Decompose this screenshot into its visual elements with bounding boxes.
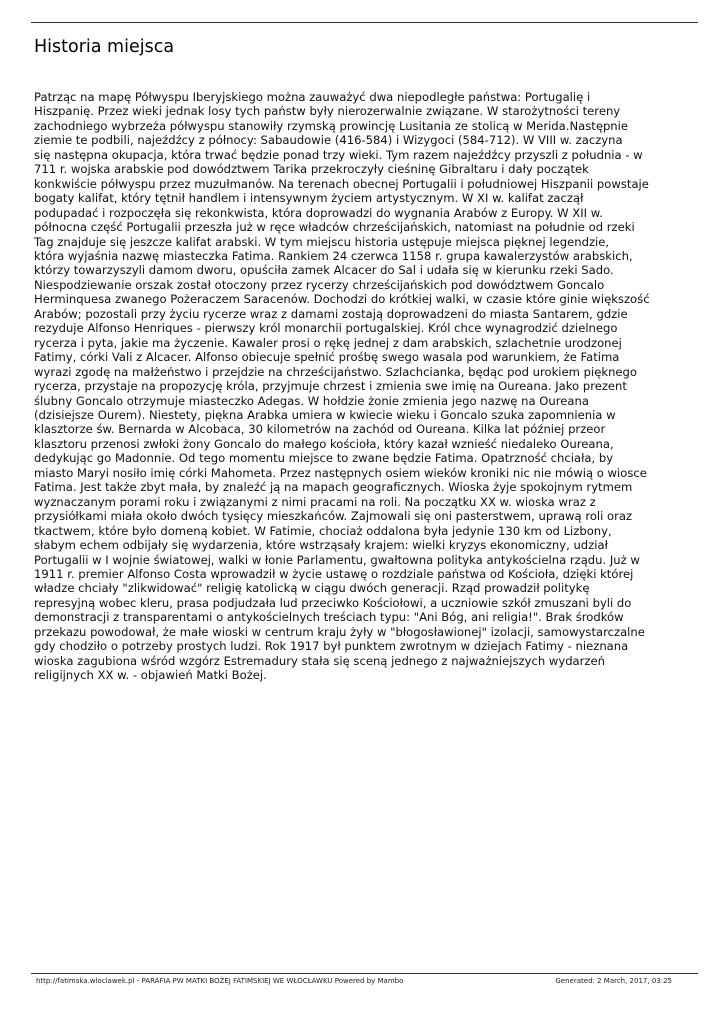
top-divider xyxy=(31,22,698,23)
footer-generated: Generated: 2 March, 2017, 03:25 xyxy=(555,977,672,985)
bottom-divider xyxy=(31,973,698,974)
article-body: Patrząc na mapę Półwyspu Iberyjskiego można zauważyć dwa niepodległe państwa: Portugalię i Hiszpanię. Przez wieki jednak losy tych państw były nierozerwalnie związane. W starożytności tereny zachodniego wybrzeża półwyspu stanowiły rzymską prowincję Lusitania ze stolicą w Merida.Następnie ziemie te podbili, najeźdźcy z północy: Sabaudowie (416-584) i Wizygoci (584-712). W VIII w. zaczyna się następna okupacja, która trwać będzie ponad trzy wieki. Tym razem najeźdźcy przyszli z południa - w 711 r. wojska arabskie pod dowództwem Tarika przekroczyły cieśninę Gibraltaru i dały początek konkwiście półwyspu przez muzułmanów. Na terenach obecnej Portugalii i południowej Hiszpanii powstaje bogaty kalifat, który tętnił handlem i intensywnym życiem artystycznym. W XI w. kalifat zaczął podupadać i rozpoczęła się rekonkwista, która doprowadzi do wygnania Arabów z Europy. W XII w. północna część Portugalii przeszła już w ręce władców chrześcijańskich, natomiast na południe od rzeki Tag znajduje się jeszcze kalifat arabski. W tym miejscu historia ustępuje miejsca pięknej legendzie, która wyjaśnia nazwę miasteczka Fatima. Rankiem 24 czerwca 1158 r. grupa kawalerzystów arabskich, którzy towarzyszyli damom dworu, opuściła zamek Alcacer do Sal i udała się w kierunku rzeki Sado. Niespodziewanie orszak został otoczony przez rycerzy chrześcijańskich pod dowództwem Goncalo Herminquesa zwanego Pożeraczem Saracenów. Dochodzi do krótkiej walki, w czasie które ginie większość Arabów; pozostali przy życiu rycerze wraz z damami zostają doprowadzeni do miasta Santarem, gdzie rezyduje Alfonso Henriques - pierwszy król monarchii portugalskiej. Król chce wynagrodzić dzielnego rycerza i pyta, jakie ma życzenie. Kawaler prosi o rękę jednej z dam arabskich, szlachetnie urodzonej Fatimy, córki Vali z Alcacer. Alfonso obiecuje spełnić prośbę swego wasala pod warunkiem, że Fatima wyrazi zgodę na małżeństwo i przejdzie na chrześcijaństwo. Szlachcianka, będąc pod urokiem pięknego rycerza, przystaje na propozycję króla, przyjmuje chrzest i zmienia swe imię na Oureana. Jako prezent ślubny Goncalo otrzymuje miasteczko Adegas. W hołdzie żonie zmienia jego nazwę na Oureana (dzisiejsze Ourem). Niestety, piękna Arabka umiera w kwiecie wieku i Goncalo szuka zapomnienia w klasztorze św. Bernarda w Alcobaca, 30 kilometrów na zachód od Oureana. Kilka lat później przeor klasztoru przenosi zwłoki żony Goncalo do małego kościoła, który kazał wznieść niedaleko Oureana, dedykując go Madonnie. Od tego momentu miejsce to zwane będzie Fatima. Opatrzność chciała, by miasto Maryi nosiło imię córki Mahometa. Przez następnych osiem wieków kroniki nic nie mówią o wiosce Fatima. Jest także zbyt mała, by znaleźć ją na mapach geograficznych. Wioska żyje spokojnym rytmem wyznaczanym porami roku i związanymi z nimi pracami na roli. Na początku XX w. wioska wraz z przysiółkami miała około dwóch tysięcy mieszkańców. Zajmowali się oni pasterstwem, uprawą roli oraz tkactwem, które było domeną kobiet. W Fatimie, chociaż oddalona była jedynie 130 km od Lizbony, słabym echem odbijały się wydarzenia, które wstrząsały krajem: wielki kryzys ekonomiczny, udział Portugalii w I wojnie światowej, walki w łonie Parlamentu, gwałtowna polityka antykościelna rządu. Już w 1911 r. premier Alfonso Costa wprowadził w życie ustawę o rozdziale państwa od Kościoła, dzięki której władze chciały "zlikwidować" religię katolicką w ciągu dwóch generacji. Rząd prowadził politykę represyjną wobec kleru, prasa podjudzała lud przeciwko Kościołowi, a uczniowie szkół zmuszani byli do demonstracji z transparentami o antykościelnych treściach typu: "Ani Bóg, ani religia!". Brak środków przekazu powodował, że małe wioski w centrum kraju żyły w "błogosławionej" izolacji, samowystarczalne gdy chodziło o potrzeby prostych ludzi. Rok 1917 był punktem zwrotnym w dziejach Fatimy - nieznana wioska zagubiona wśród wzgórz Estremadury stała się sceną jednego z najważniejszych wydarzeń religijnych XX w. - objawień Matki Bożej. xyxy=(34,90,650,683)
footer-source-url: http://fatimska.wloclawek.pl - PARAFIA PW MATKI BOŻEJ FATIMSKIEJ WE WŁOCŁAWKU xyxy=(36,977,333,985)
footer-source xyxy=(36,977,403,986)
footer-powered-by: Powered by Mambo xyxy=(334,977,404,985)
page-title: Historia miejsca xyxy=(34,37,175,57)
